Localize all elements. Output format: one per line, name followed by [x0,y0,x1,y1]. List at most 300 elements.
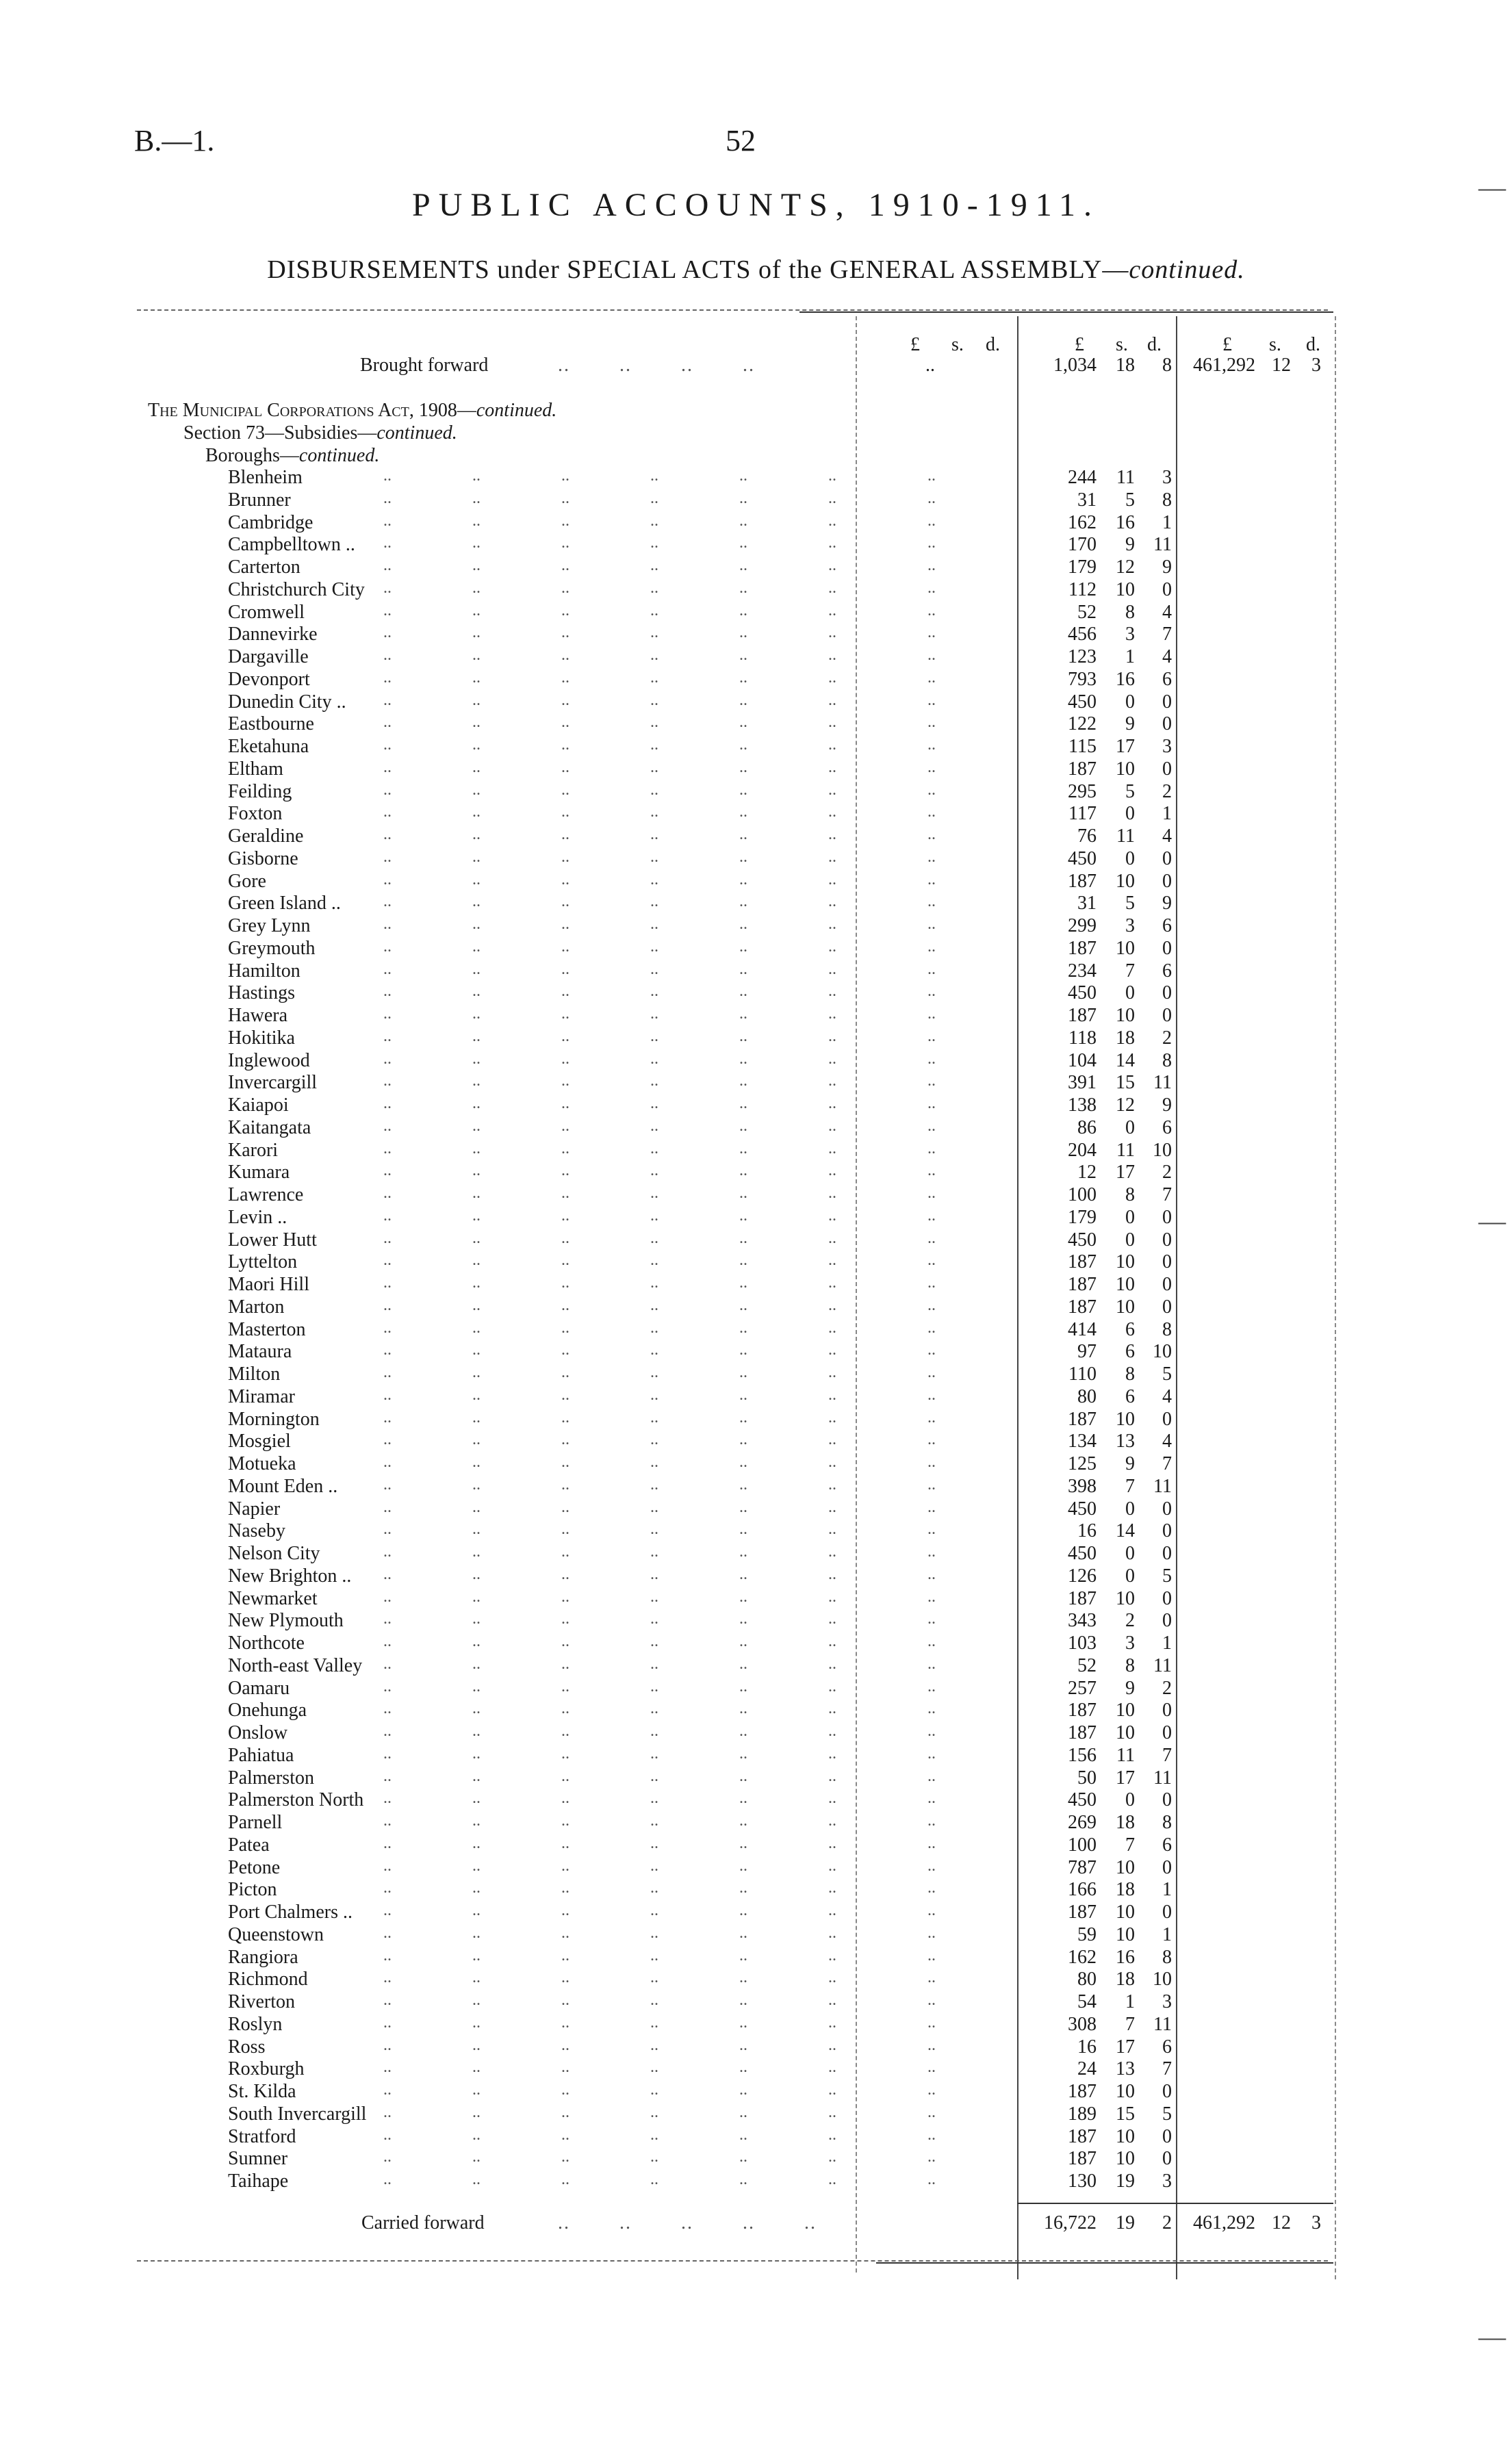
leader-dots: .. [650,624,658,642]
borough-name: Grey Lynn [228,915,311,936]
amount-pounds: 138 [1068,1094,1097,1116]
leader-dots: .. [472,1318,480,1337]
brought-forward-col1: .. [925,355,935,376]
leader-dots: .. [828,780,836,799]
table-row [0,556,1512,579]
leader-dots: .. [383,578,392,597]
leader-dots: .. [650,1162,658,1180]
section-sub-label: Section 73—Subsidies— [183,422,377,444]
borough-name: New Plymouth [228,1610,344,1632]
leader-dots: .. .. .. .. [558,355,755,376]
amount-shillings: 11 [1116,1744,1135,1766]
amount-pence: 10 [1153,1341,1172,1363]
borough-name: Hamilton [228,960,300,982]
leader-dots: .. [739,1408,747,1426]
leader-dots: .. [561,1408,569,1426]
leader-dots: .. [650,1408,658,1426]
leader-dots: .. [650,1812,658,1830]
table-row [0,1924,1512,1947]
leader-dots: .. [383,1341,392,1359]
amount-pounds: 16 [1077,2036,1097,2058]
table-row [0,1072,1512,1094]
amount-pounds: 118 [1068,1027,1097,1049]
borough-name: Lower Hutt [228,1229,317,1251]
leader-dots: .. [828,1700,836,1718]
amount-pence: 0 [1162,1408,1172,1430]
leader-dots: .. [383,1475,392,1494]
leader-dots: .. [650,1789,658,1808]
leader-dots: .. [828,1431,836,1449]
leader-dots: .. [650,1274,658,1292]
amount-pence: 0 [1162,1543,1172,1564]
table-row [0,938,1512,960]
leader-dots: .. [472,1633,480,1650]
leader-dots: .. [739,1520,747,1539]
amount-shillings: 0 [1125,691,1135,713]
table-row [0,1005,1512,1027]
table-row [0,803,1512,825]
borough-name: Riverton [228,1991,295,2012]
leader-dots: .. [828,1587,836,1606]
leader-dots: .. [383,1879,392,1897]
leader-dots: .. [472,1610,480,1628]
amount-pounds: 450 [1068,1229,1097,1251]
amount-shillings: 0 [1125,1229,1135,1251]
leader-dots: .. [927,1902,936,1919]
amount-shillings: 0 [1125,982,1135,1004]
table-row [0,825,1512,848]
leader-dots: .. [561,937,569,956]
col3-shillings-header: s. [1269,334,1281,355]
leader-dots: .. [472,1654,480,1673]
amount-shillings: 0 [1125,803,1135,825]
amount-shillings: 5 [1125,893,1135,914]
borough-name: Onehunga [228,1700,307,1721]
amount-pounds: 414 [1068,1318,1097,1340]
table-row [0,1520,1512,1543]
leader-dots: .. [472,2013,480,2032]
col2-pounds-header: £ [1075,334,1084,355]
borough-name: Hokitika [228,1027,295,1049]
borough-name: Mataura [228,1341,292,1363]
amount-pounds: 187 [1068,2148,1097,2170]
leader-dots: .. [650,1229,658,1247]
amount-shillings: 2 [1125,1610,1135,1632]
leader-dots: .. [650,646,658,664]
amount-pence: 7 [1162,2058,1172,2080]
leader-dots: .. [650,893,658,911]
leader-dots: .. [561,1274,569,1292]
borough-name: Patea [228,1834,270,1856]
leader-dots: .. [383,1049,392,1068]
leader-dots: .. [383,1812,392,1830]
leader-dots: .. [561,736,569,754]
leader-dots: .. [561,893,569,911]
amount-pence: 1 [1162,803,1172,825]
leader-dots: .. [650,2036,658,2054]
leader-dots: .. [383,1184,392,1202]
leader-dots: .. [739,1139,747,1157]
leader-dots: .. [927,803,936,821]
table-row [0,1789,1512,1812]
leader-dots: .. [561,691,569,709]
leader-dots: .. [561,1834,569,1852]
amount-pence: 0 [1162,691,1172,713]
amount-pence: 0 [1162,713,1172,735]
carried-forward-col2-pence: 2 [1162,2212,1172,2233]
amount-pence: 0 [1162,578,1172,600]
table-row [0,691,1512,714]
amount-pounds: 187 [1068,1005,1097,1026]
leader-dots: .. [472,1969,480,1987]
amount-pounds: 110 [1068,1364,1097,1385]
borough-name: Green Island .. [228,893,341,914]
table-row [0,624,1512,646]
leader-dots: .. [739,1879,747,1897]
leader-dots: .. [739,2013,747,2032]
leader-dots: .. [927,1633,936,1650]
leader-dots: .. [472,1879,480,1897]
leader-dots: .. [828,2125,836,2144]
leader-dots: .. [561,2125,569,2144]
leader-dots: .. [383,1654,392,1673]
leader-dots: .. [383,601,392,619]
table-row [0,2036,1512,2059]
borough-name: Geraldine [228,825,304,847]
leader-dots: .. [383,937,392,956]
leader-dots: .. [383,1162,392,1180]
leader-dots: .. [383,893,392,911]
leader-dots: .. [650,691,658,709]
amount-pounds: 269 [1068,1812,1097,1833]
amount-pence: 1 [1162,511,1172,533]
amount-shillings: 1 [1125,646,1135,667]
leader-dots: .. [472,1139,480,1157]
amount-shillings: 0 [1125,1116,1135,1138]
amount-shillings: 10 [1116,1408,1135,1430]
leader-dots: .. [927,937,936,956]
leader-dots: .. [383,2103,392,2121]
leader-dots: .. [472,1834,480,1852]
leader-dots: .. [472,1677,480,1695]
leader-dots: .. [472,1184,480,1202]
leader-dots: .. [650,1879,658,1897]
leader-dots: .. [739,1206,747,1225]
leader-dots: .. [650,780,658,799]
leader-dots: .. [828,1991,836,2009]
leader-dots: .. [828,736,836,754]
leader-dots: .. [828,1744,836,1763]
borough-name: Lawrence [228,1184,304,1205]
leader-dots: .. [927,646,936,664]
table-row [0,1543,1512,1565]
leader-dots: .. [650,847,658,866]
leader-dots: .. [561,2081,569,2099]
leader-dots: .. [472,1162,480,1180]
borough-name: Lyttelton [228,1251,298,1273]
table-row [0,512,1512,535]
amount-pence: 11 [1153,2013,1172,2035]
amount-pounds: 126 [1068,1565,1097,1587]
leader-dots: .. [561,489,569,507]
leader-dots: .. [650,1946,658,1964]
leader-dots: .. [828,556,836,574]
amount-shillings: 6 [1125,1385,1135,1407]
amount-pounds: 123 [1068,646,1097,667]
leader-dots: .. [927,1229,936,1247]
leader-dots: .. [472,780,480,799]
leader-dots: .. [828,1027,836,1045]
leader-dots: .. [828,2171,836,2188]
borough-name: Kumara [228,1162,290,1183]
leader-dots: .. [383,2081,392,2099]
amount-pence: 3 [1162,736,1172,757]
borough-name: Hawera [228,1005,288,1026]
leader-dots: .. [927,915,936,933]
leader-dots: .. [828,713,836,732]
brought-forward-col2-pounds: 1,034 [1053,355,1097,376]
amount-pounds: 187 [1068,1902,1097,1923]
borough-name: Mosgiel [228,1431,291,1452]
table-row [0,1655,1512,1678]
amount-pounds: 100 [1068,1184,1097,1205]
table-row [0,2171,1512,2193]
borough-name: Maori Hill [228,1274,309,1295]
amount-pounds: 187 [1068,1274,1097,1295]
leader-dots: .. [828,1834,836,1852]
amount-shillings: 10 [1116,1923,1135,1945]
leader-dots: .. [927,1296,936,1314]
leader-dots: .. [383,1431,392,1449]
table-row [0,781,1512,804]
leader-dots: .. [472,1274,480,1292]
leader-dots: .. [383,1005,392,1023]
amount-shillings: 10 [1116,578,1135,600]
leader-dots: .. [650,1385,658,1404]
col2-pence-header: d. [1147,334,1162,355]
leader-dots: .. [739,1049,747,1068]
amount-pounds: 343 [1068,1610,1097,1632]
amount-pounds: 134 [1068,1431,1097,1452]
amount-pounds: 187 [1068,758,1097,780]
leader-dots: .. [828,1408,836,1426]
leader-dots: .. [383,1251,392,1270]
leader-dots: .. [561,825,569,843]
leader-dots: .. [561,1587,569,1606]
act-continued: continued. [476,400,557,421]
carried-forward-col3-shillings: 12 [1272,2212,1291,2233]
leader-dots: .. [561,1162,569,1180]
leader-dots: .. [927,1677,936,1695]
leader-dots: .. [383,1767,392,1785]
borough-name: North-east Valley [228,1654,363,1676]
leader-dots: .. [383,1364,392,1381]
leader-dots: .. [828,489,836,507]
borough-name: Motueka [228,1453,296,1474]
amount-pence: 0 [1162,1700,1172,1721]
amount-shillings: 0 [1125,1789,1135,1811]
leader-dots: .. [650,1856,658,1875]
leader-dots: .. [650,2081,658,2099]
leader-dots: .. [383,467,392,485]
leader-dots: .. [739,937,747,956]
leader-dots: .. [828,691,836,709]
leader-dots: .. [650,2013,658,2032]
amount-shillings: 10 [1116,2148,1135,2170]
leader-dots: .. [739,2103,747,2121]
leader-dots: .. [472,1565,480,1583]
leader-dots: .. [927,511,936,530]
amount-pence: 8 [1162,489,1172,511]
leader-dots: .. [561,1722,569,1740]
page-title: PUBLIC ACCOUNTS, 1910-1911. [412,187,1100,223]
borough-name: Queenstown [228,1923,324,1945]
leader-dots: .. [828,578,836,597]
amount-pence: 2 [1162,1162,1172,1183]
leader-dots: .. [828,1206,836,1225]
leader-dots: .. [739,1341,747,1359]
leader-dots: .. [383,1677,392,1695]
amount-pounds: 112 [1068,578,1097,600]
leader-dots: .. [927,1094,936,1112]
carried-forward-col2-pounds: 16,722 [1044,2212,1097,2233]
amount-shillings: 17 [1116,1162,1135,1183]
amount-pence: 0 [1162,1587,1172,1609]
leader-dots: .. [472,2081,480,2099]
leader-dots: .. [739,646,747,664]
leader-dots: .. [828,847,836,866]
leader-dots: .. [927,1991,936,2009]
leader-dots: .. [561,1049,569,1068]
section-group-heading [205,445,379,467]
leader-dots: .. [739,2148,747,2166]
leader-dots: .. [739,1856,747,1875]
amount-pounds: 103 [1068,1633,1097,1654]
amount-pounds: 234 [1068,960,1097,982]
leader-dots: .. [739,1722,747,1740]
amount-shillings: 18 [1116,1812,1135,1833]
leader-dots: .. [650,1296,658,1314]
amount-pounds: 450 [1068,1498,1097,1520]
leader-dots: .. [472,736,480,754]
leader-dots: .. [739,1184,747,1202]
amount-shillings: 8 [1125,1654,1135,1676]
amount-pence: 0 [1162,1520,1172,1542]
carried-forward-col3-pounds: 461,292 [1193,2212,1255,2233]
table-row [0,713,1512,736]
amount-pence: 7 [1162,1453,1172,1474]
leader-dots: .. [383,1946,392,1964]
leader-dots: .. [472,1072,480,1090]
amount-pounds: 24 [1077,2058,1097,2080]
act-name: The Municipal Corporations Act [148,400,409,421]
page-subtitle [0,255,1512,285]
leader-dots: .. [828,960,836,978]
leader-dots: .. [472,1251,480,1270]
leader-dots: .. [472,1856,480,1875]
page-number: 52 [726,124,756,157]
amount-shillings: 10 [1116,758,1135,780]
leader-dots: .. [650,1498,658,1516]
borough-name: Stratford [228,2125,296,2147]
leader-dots: .. [739,1610,747,1628]
amount-shillings: 1 [1125,1991,1135,2012]
leader-dots: .. [650,803,658,821]
leader-dots: .. [650,1923,658,1942]
amount-shillings: 7 [1125,2013,1135,2035]
leader-dots: .. [927,1767,936,1785]
amount-pounds: 450 [1068,847,1097,869]
borough-name: Invercargill [228,1072,318,1094]
leader-dots: .. [650,1431,658,1449]
leader-dots: .. [739,556,747,574]
table-row [0,1027,1512,1050]
leader-dots: .. [472,2103,480,2121]
leader-dots: .. [650,1991,658,2009]
amount-pence: 0 [1162,2148,1172,2170]
table-row [0,2103,1512,2126]
leader-dots: .. [650,736,658,754]
leader-dots: .. [739,1385,747,1404]
leader-dots: .. [561,1789,569,1808]
leader-dots: .. [650,1722,658,1740]
amount-pounds: 391 [1068,1072,1097,1094]
amount-pence: 4 [1162,825,1172,847]
leader-dots: .. [472,1341,480,1359]
leader-dots: .. [383,2058,392,2077]
table-row [0,1184,1512,1207]
leader-dots: .. [561,982,569,1001]
amount-shillings: 15 [1116,2103,1135,2125]
leader-dots: .. [472,758,480,776]
amount-pounds: 179 [1068,1206,1097,1228]
amount-shillings: 17 [1116,1767,1135,1789]
amount-pence: 7 [1162,1744,1172,1766]
amount-pence: 0 [1162,847,1172,869]
leader-dots: .. [561,1206,569,1225]
leader-dots: .. [739,713,747,732]
leader-dots: .. [561,624,569,642]
leader-dots: .. [650,713,658,732]
leader-dots: .. [828,1633,836,1650]
leader-dots: .. [927,1923,936,1942]
leader-dots: .. [739,780,747,799]
group-continued: continued. [298,445,380,466]
leader-dots: .. [927,1722,936,1740]
borough-name: Marton [228,1296,285,1318]
amount-pounds: 16 [1077,1520,1097,1542]
table-row [0,1678,1512,1700]
leader-dots: .. [383,1610,392,1628]
leader-dots: .. [739,2081,747,2099]
amount-pounds: 86 [1077,1116,1097,1138]
leader-dots: .. [927,489,936,507]
leader-dots: .. [650,1677,658,1695]
leader-dots: .. [383,1408,392,1426]
table-row [0,1453,1512,1476]
borough-name: Richmond [228,1969,308,1990]
leader-dots: .. [472,982,480,1001]
leader-dots: .. [927,1318,936,1337]
amount-pounds: 76 [1077,825,1097,847]
leader-dots: .. [383,2125,392,2144]
leader-dots: .. [828,646,836,664]
table-row [0,1902,1512,1924]
borough-name: Carterton [228,556,300,578]
leader-dots: .. [927,601,936,619]
amount-shillings: 10 [1116,870,1135,892]
leader-dots: .. [927,1206,936,1225]
